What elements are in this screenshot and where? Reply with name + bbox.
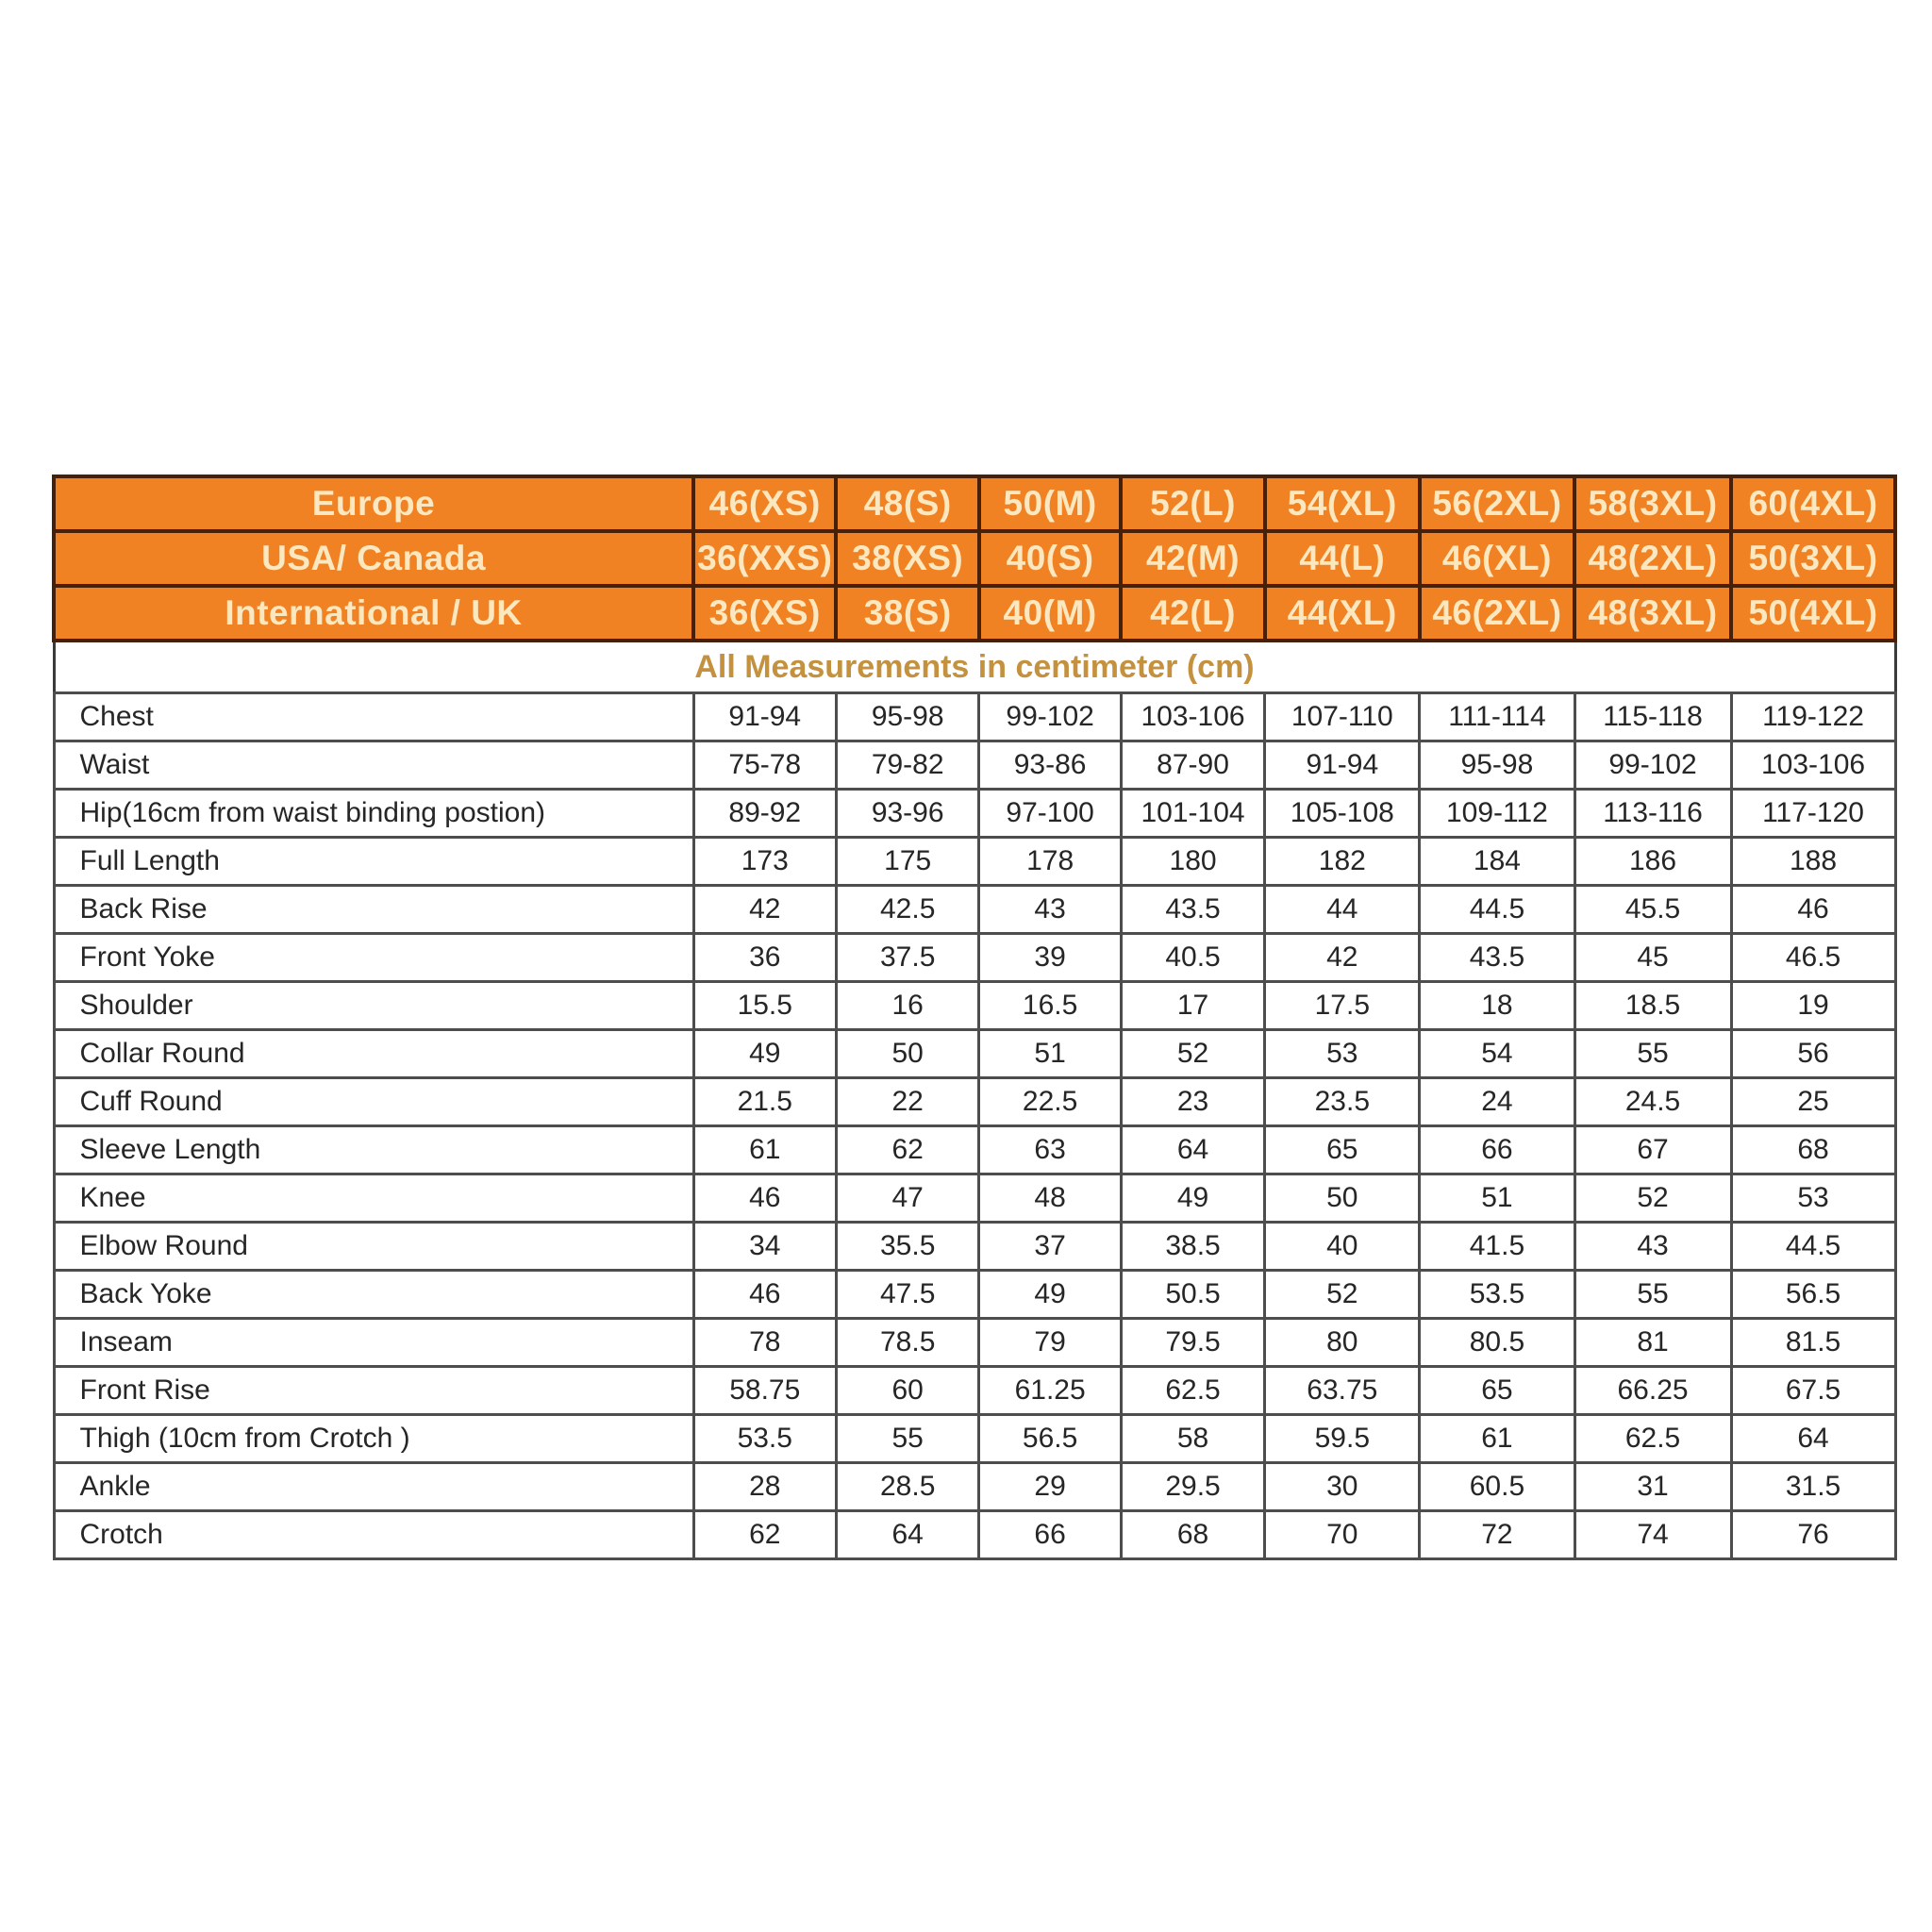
size-cell: 48(S) [836,476,978,531]
measurement-value: 111-114 [1420,693,1574,741]
table-row [54,1174,1895,1223]
measurement-label: Thigh (10cm from Crotch ) [54,1415,693,1463]
measurement-value: 35.5 [836,1223,978,1271]
measurement-value: 55 [1574,1271,1731,1319]
measurement-value: 56.5 [1731,1271,1895,1319]
measurement-value: 60.5 [1420,1463,1574,1511]
table-row [54,982,1895,1030]
measurement-label: Ankle [54,1463,693,1511]
measurement-label: Elbow Round [54,1223,693,1271]
table-row [54,693,1895,741]
measurement-value: 178 [979,838,1121,886]
measurement-label: Shoulder [54,982,693,1030]
measurement-value: 50 [836,1030,978,1078]
table-row [54,1415,1895,1463]
table-row [54,1223,1895,1271]
size-cell: 44(XL) [1265,586,1420,641]
measurement-value: 16.5 [979,982,1121,1030]
measurement-value: 182 [1265,838,1420,886]
measurement-value: 42 [693,886,836,934]
region-label: International / UK [54,586,693,641]
measurement-value: 66 [1420,1126,1574,1174]
size-cell: 36(XXS) [693,531,836,586]
measurement-value: 99-102 [1574,741,1731,790]
measurement-value: 79.5 [1121,1319,1264,1367]
measurement-value: 62.5 [1574,1415,1731,1463]
measurement-label: Collar Round [54,1030,693,1078]
measurement-value: 63 [979,1126,1121,1174]
size-cell: 38(S) [836,586,978,641]
table-row [54,1126,1895,1174]
measurement-unit-note: All Measurements in centimeter (cm) [54,641,1895,693]
measurement-value: 93-96 [836,790,978,838]
table-row [54,1367,1895,1415]
measurement-value: 58.75 [693,1367,836,1415]
measurement-value: 46 [1731,886,1895,934]
table-row [54,790,1895,838]
size-cell: 52(L) [1121,476,1264,531]
measurement-label: Cuff Round [54,1078,693,1126]
measurement-value: 103-106 [1121,693,1264,741]
measurement-value: 39 [979,934,1121,982]
measurement-value: 44.5 [1731,1223,1895,1271]
measurement-value: 180 [1121,838,1264,886]
measurement-value: 37 [979,1223,1121,1271]
size-header-row [54,476,1895,531]
measurement-value: 31 [1574,1463,1731,1511]
measurement-value: 44 [1265,886,1420,934]
measurement-value: 31.5 [1731,1463,1895,1511]
measurement-value: 23 [1121,1078,1264,1126]
size-cell: 42(L) [1121,586,1264,641]
measurement-label: Front Yoke [54,934,693,982]
size-cell: 44(L) [1265,531,1420,586]
size-cell: 48(3XL) [1574,586,1731,641]
measurement-value: 117-120 [1731,790,1895,838]
table-row [54,1319,1895,1367]
size-cell: 42(M) [1121,531,1264,586]
measurement-value: 89-92 [693,790,836,838]
measurement-label: Waist [54,741,693,790]
measurement-value: 40 [1265,1223,1420,1271]
measurement-value: 58 [1121,1415,1264,1463]
measurement-value: 76 [1731,1511,1895,1559]
measurement-value: 41.5 [1420,1223,1574,1271]
measurement-value: 56.5 [979,1415,1121,1463]
size-cell: 46(XL) [1420,531,1574,586]
measurement-value: 43.5 [1420,934,1574,982]
measurement-value: 53 [1265,1030,1420,1078]
measurement-value: 99-102 [979,693,1121,741]
size-cell: 50(3XL) [1731,531,1895,586]
measurement-value: 186 [1574,838,1731,886]
size-chart-table [52,475,1897,1560]
table-row [54,1511,1895,1559]
size-header-row [54,586,1895,641]
region-label: Europe [54,476,693,531]
measurement-value: 18.5 [1574,982,1731,1030]
measurement-label: Knee [54,1174,693,1223]
measurement-value: 64 [1731,1415,1895,1463]
region-label: USA/ Canada [54,531,693,586]
measurement-value: 22.5 [979,1078,1121,1126]
measurement-label: Crotch [54,1511,693,1559]
measurement-value: 52 [1121,1030,1264,1078]
measurement-value: 74 [1574,1511,1731,1559]
measurement-value: 28.5 [836,1463,978,1511]
measurement-value: 43 [979,886,1121,934]
measurement-value: 24.5 [1574,1078,1731,1126]
measurement-value: 45 [1574,934,1731,982]
measurement-value: 70 [1265,1511,1420,1559]
size-cell: 36(XS) [693,586,836,641]
size-cell: 54(XL) [1265,476,1420,531]
table-row [54,838,1895,886]
size-cell: 50(M) [979,476,1121,531]
measurement-value: 36 [693,934,836,982]
measurement-value: 188 [1731,838,1895,886]
table-row [54,1078,1895,1126]
table-row [54,1271,1895,1319]
measurement-value: 44.5 [1420,886,1574,934]
measurement-value: 173 [693,838,836,886]
measurement-value: 79-82 [836,741,978,790]
measurement-value: 46 [693,1174,836,1223]
measurement-value: 15.5 [693,982,836,1030]
size-cell: 46(XS) [693,476,836,531]
measurement-value: 29.5 [1121,1463,1264,1511]
measurement-value: 80.5 [1420,1319,1574,1367]
measurement-value: 91-94 [693,693,836,741]
measurement-value: 66.25 [1574,1367,1731,1415]
measurement-value: 67 [1574,1126,1731,1174]
measurement-value: 79 [979,1319,1121,1367]
size-cell: 40(S) [979,531,1121,586]
measurement-value: 46 [693,1271,836,1319]
measurement-value: 56 [1731,1030,1895,1078]
measurement-value: 43.5 [1121,886,1264,934]
size-cell: 48(2XL) [1574,531,1731,586]
measurement-value: 62 [836,1126,978,1174]
measurement-value: 62.5 [1121,1367,1264,1415]
measurement-value: 51 [1420,1174,1574,1223]
size-cell: 60(4XL) [1731,476,1895,531]
measurement-value: 65 [1265,1126,1420,1174]
measurement-value: 18 [1420,982,1574,1030]
measurement-value: 50.5 [1121,1271,1264,1319]
measurement-value: 72 [1420,1511,1574,1559]
measurement-value: 42.5 [836,886,978,934]
measurement-value: 46.5 [1731,934,1895,982]
measurement-value: 34 [693,1223,836,1271]
measurement-label: Back Rise [54,886,693,934]
size-cell: 56(2XL) [1420,476,1574,531]
measurement-value: 40.5 [1121,934,1264,982]
measurement-value: 47 [836,1174,978,1223]
measurement-value: 23.5 [1265,1078,1420,1126]
measurement-value: 53 [1731,1174,1895,1223]
measurement-label: Full Length [54,838,693,886]
measurement-value: 30 [1265,1463,1420,1511]
measurement-value: 25 [1731,1078,1895,1126]
measurement-value: 50 [1265,1174,1420,1223]
measurement-value: 113-116 [1574,790,1731,838]
measurement-value: 22 [836,1078,978,1126]
measurement-value: 43 [1574,1223,1731,1271]
measurement-value: 49 [979,1271,1121,1319]
measurement-value: 64 [1121,1126,1264,1174]
measurement-label: Hip(16cm from waist binding postion) [54,790,693,838]
size-cell: 58(3XL) [1574,476,1731,531]
measurement-value: 60 [836,1367,978,1415]
measurement-value: 53.5 [693,1415,836,1463]
measurement-value: 68 [1121,1511,1264,1559]
measurement-value: 52 [1574,1174,1731,1223]
measurement-value: 21.5 [693,1078,836,1126]
measurement-value: 66 [979,1511,1121,1559]
measurement-value: 59.5 [1265,1415,1420,1463]
measurement-value: 109-112 [1420,790,1574,838]
measurement-value: 49 [1121,1174,1264,1223]
measurement-value: 65 [1420,1367,1574,1415]
table-row [54,1030,1895,1078]
measurement-value: 47.5 [836,1271,978,1319]
table-row [54,934,1895,982]
measurement-label: Sleeve Length [54,1126,693,1174]
measurement-value: 87-90 [1121,741,1264,790]
unit-note-row [54,641,1895,693]
size-cell: 38(XS) [836,531,978,586]
measurement-value: 75-78 [693,741,836,790]
measurement-value: 54 [1420,1030,1574,1078]
size-cell: 40(M) [979,586,1121,641]
measurement-value: 55 [836,1415,978,1463]
size-header-row [54,531,1895,586]
measurement-value: 68 [1731,1126,1895,1174]
measurement-value: 42 [1265,934,1420,982]
measurement-value: 62 [693,1511,836,1559]
measurement-label: Back Yoke [54,1271,693,1319]
measurement-value: 101-104 [1121,790,1264,838]
measurement-value: 37.5 [836,934,978,982]
measurement-value: 48 [979,1174,1121,1223]
measurement-value: 95-98 [836,693,978,741]
size-cell: 50(4XL) [1731,586,1895,641]
measurement-value: 49 [693,1030,836,1078]
measurement-value: 81.5 [1731,1319,1895,1367]
measurement-value: 55 [1574,1030,1731,1078]
measurement-label: Front Rise [54,1367,693,1415]
measurement-value: 17 [1121,982,1264,1030]
measurement-value: 63.75 [1265,1367,1420,1415]
measurement-value: 29 [979,1463,1121,1511]
measurement-value: 51 [979,1030,1121,1078]
measurement-value: 80 [1265,1319,1420,1367]
measurement-value: 38.5 [1121,1223,1264,1271]
measurement-value: 61 [693,1126,836,1174]
measurement-value: 52 [1265,1271,1420,1319]
measurement-value: 45.5 [1574,886,1731,934]
measurement-label: Chest [54,693,693,741]
measurement-value: 67.5 [1731,1367,1895,1415]
measurement-value: 64 [836,1511,978,1559]
measurement-value: 61.25 [979,1367,1121,1415]
measurement-value: 103-106 [1731,741,1895,790]
measurement-value: 17.5 [1265,982,1420,1030]
measurement-value: 184 [1420,838,1574,886]
measurement-value: 119-122 [1731,693,1895,741]
table-row [54,1463,1895,1511]
measurement-value: 115-118 [1574,693,1731,741]
size-cell: 46(2XL) [1420,586,1574,641]
measurement-value: 95-98 [1420,741,1574,790]
measurement-value: 81 [1574,1319,1731,1367]
table-row [54,741,1895,790]
measurement-value: 78 [693,1319,836,1367]
measurement-value: 107-110 [1265,693,1420,741]
measurement-value: 24 [1420,1078,1574,1126]
measurement-value: 16 [836,982,978,1030]
measurement-label: Inseam [54,1319,693,1367]
measurement-value: 91-94 [1265,741,1420,790]
measurement-value: 93-86 [979,741,1121,790]
measurement-value: 19 [1731,982,1895,1030]
measurement-value: 175 [836,838,978,886]
measurement-value: 53.5 [1420,1271,1574,1319]
table-row [54,886,1895,934]
measurement-value: 61 [1420,1415,1574,1463]
measurement-value: 105-108 [1265,790,1420,838]
measurement-value: 78.5 [836,1319,978,1367]
measurement-value: 97-100 [979,790,1121,838]
measurement-value: 28 [693,1463,836,1511]
